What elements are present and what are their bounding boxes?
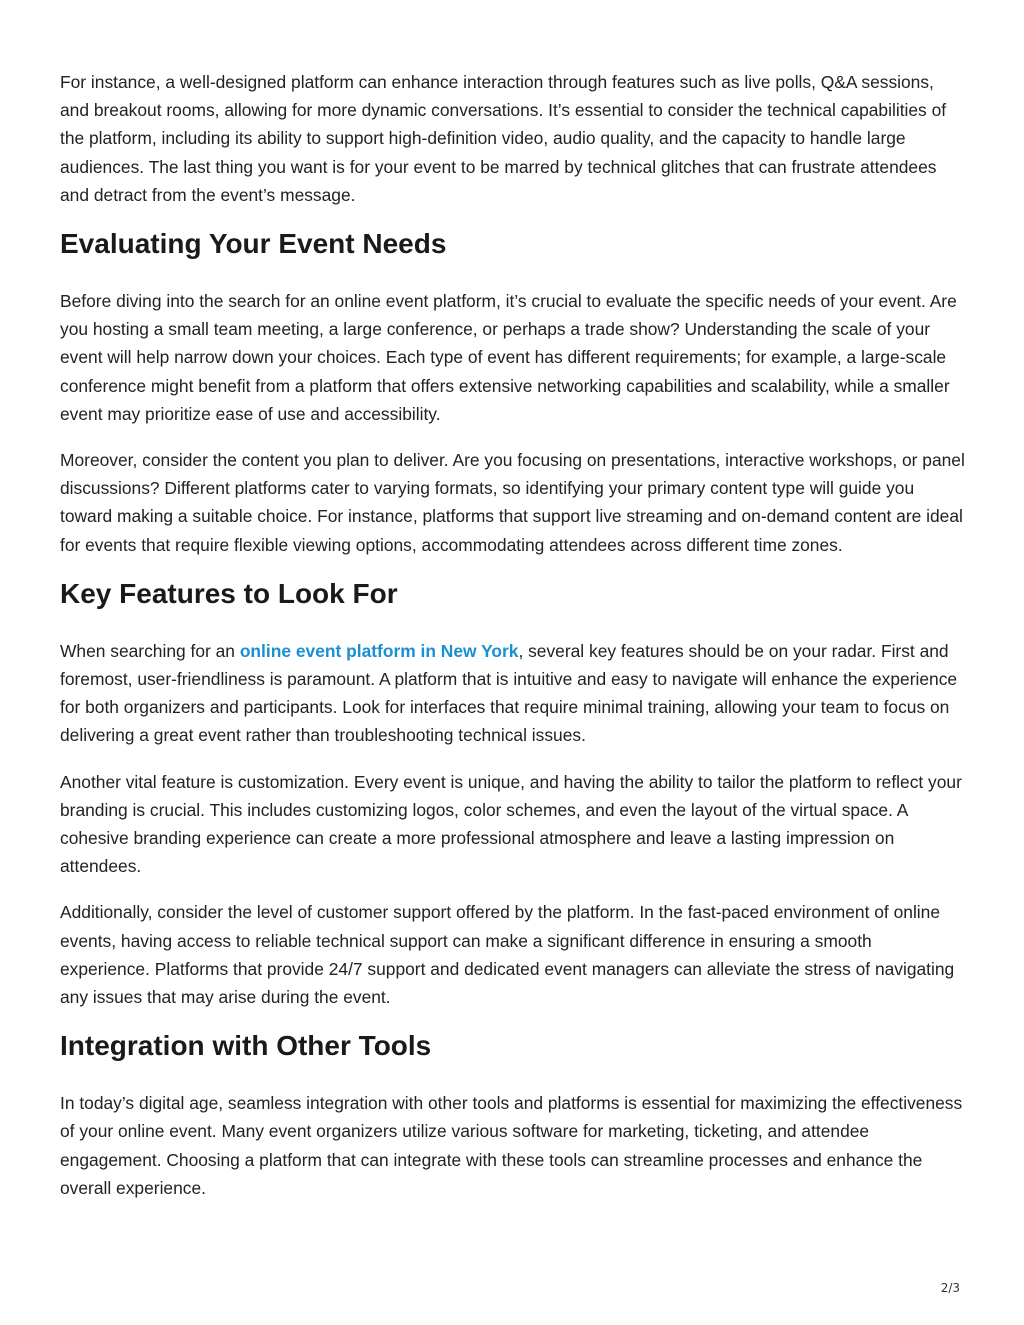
document-body: [60, 68, 966, 1220]
page-number: 2/3: [940, 1281, 960, 1295]
features-paragraph-2: Another vital feature is customization. Every event is unique, and having the ability to tailor the platform to reflect your branding is crucial. This includes customizing logos, color schemes, and even the layout of the virtual space. A cohesive branding experience can create a more professional atmosphere and leave a lasting impression on attendees.: [60, 771, 962, 877]
evaluating-paragraph-1: Before diving into the search for an online event platform, it’s crucial to evaluate the specific needs of your event. Are you hosting a small team meeting, a large conference, or perhaps a trade show? Understanding the scale of your event will help narrow down your choices. Each type of event has different requirements; for example, a large-scale conference might benefit from a platform that offers extensive networking capabilities and scalability, while a smaller event may prioritize ease of use and accessibility.: [60, 291, 957, 424]
heading-evaluating-event-needs: Evaluating Your Event Needs: [60, 228, 447, 260]
features-paragraph-1-after-link: , several key features should be on your radar. First and foremost, user-friendliness is paramount. A platform that is intuitive and easy to navigate will enhance the experience for both organizers and participants. Look for interfaces that require minimal training, allowing your team to focus on delivering a great event rather than troubleshooting technical issues.: [60, 640, 958, 746]
intro-paragraph: For instance, a well-designed platform can enhance interaction through features such as live polls, Q&A sessions, and breakout rooms, allowing for more dynamic conversations. It’s essential to consider the technical capabilities of the platform, including its ability to support high-definition video, audio quality, and the capacity to handle large audiences. The last thing you want is for your event to be marred by technical glitches that can frustrate attendees and detract from the event’s message.: [60, 72, 947, 205]
features-paragraph-3: Additionally, consider the level of customer support offered by the platform. In the fast-paced environment of online events, having access to reliable technical support can make a significant difference in ensuring a smooth experience. Platforms that provide 24/7 support and dedicated event managers can alleviate the stress of navigating any issues that may arise during the event.: [60, 902, 955, 1008]
heading-integration-tools: Integration with Other Tools: [60, 1030, 432, 1062]
features-paragraph-1: [60, 637, 966, 750]
integration-paragraph-1: In today’s digital age, seamless integration with other tools and platforms is essential for maximizing the effectiveness of your online event. Many event organizers utilize various software for marketing, ticketing, and attendee engagement. Choosing a platform that can integrate with these tools can streamline processes and enhance the overall experience.: [60, 1093, 963, 1198]
evaluating-paragraph-2: Moreover, consider the content you plan to deliver. Are you focusing on presentations, interactive workshops, or panel discussions? Different platforms cater to varying formats, so identifying your primary content type will guide you toward making a suitable choice. For instance, platforms that support live streaming and on-demand content are ideal for events that require flexible viewing options, accommodating attendees across different time zones.: [60, 450, 965, 555]
heading-key-features: Key Features to Look For: [60, 577, 398, 609]
online-event-platform-link[interactable]: online event platform in New York: [239, 640, 519, 661]
features-paragraph-1-before-link: When searching for an: [60, 640, 240, 661]
